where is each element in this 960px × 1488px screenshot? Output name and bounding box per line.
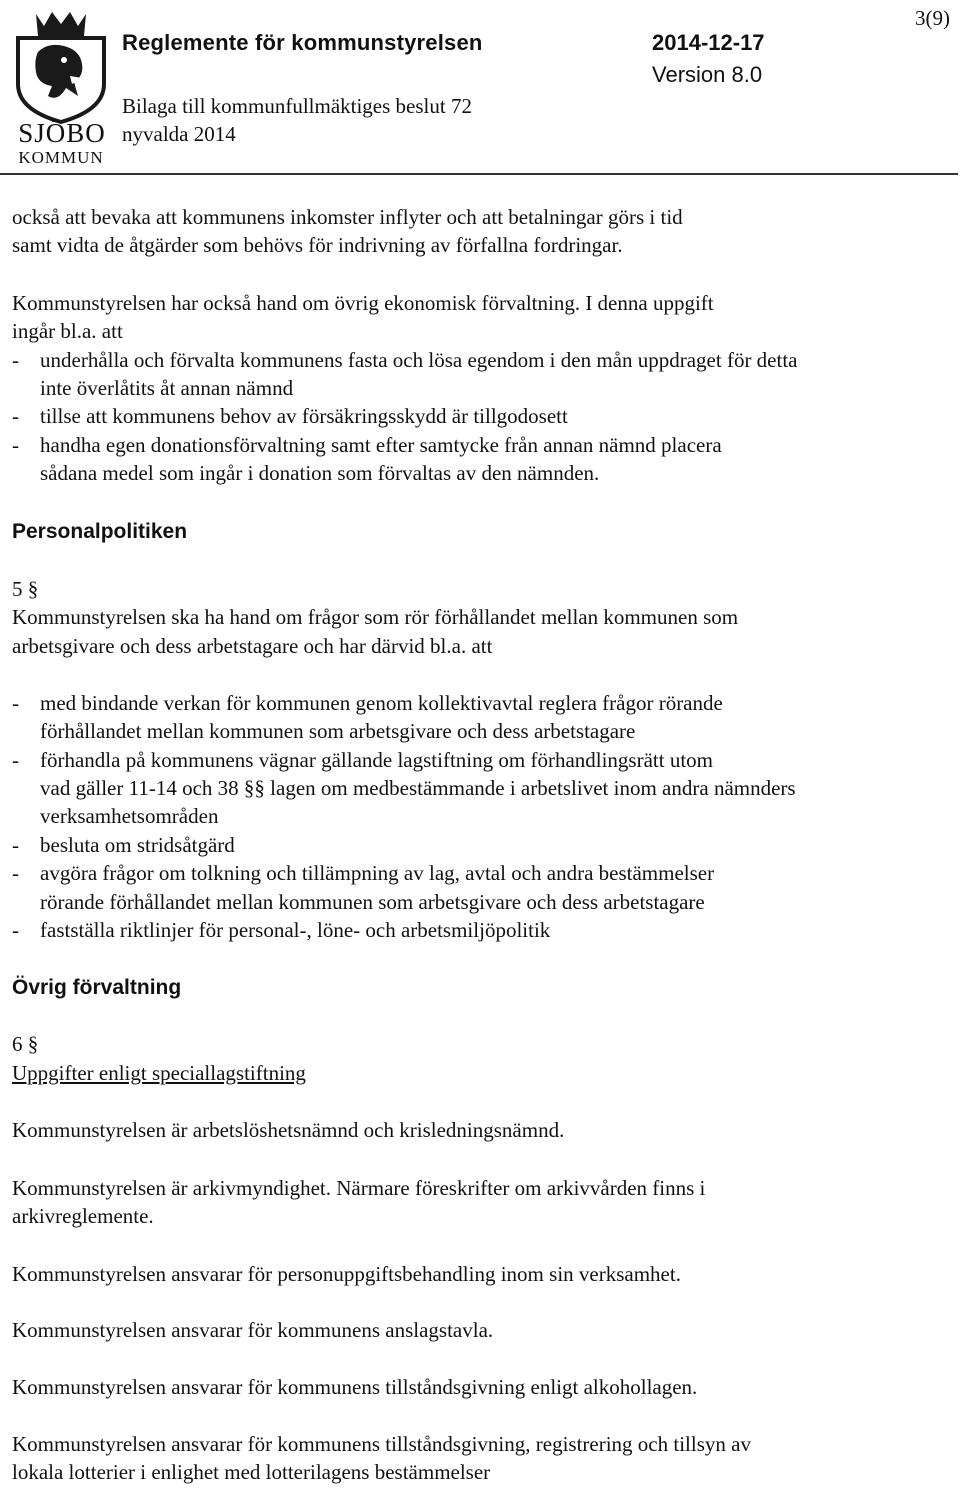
list-dash: - — [12, 748, 19, 772]
paragraph: arkivreglemente. — [12, 1204, 154, 1228]
list-item: besluta om stridsåtgärd — [40, 833, 235, 857]
header-divider — [0, 173, 958, 175]
list-item: verksamhetsområden — [40, 804, 219, 828]
intro-line: också att bevaka att kommunens inkomster inflyter och att betalningar görs i tid — [12, 205, 683, 229]
list-item: underhålla och förvalta kommunens fasta och lösa egendom i den mån uppdraget för detta — [40, 348, 798, 372]
personal-intro-line: Kommunstyrelsen ska ha hand om frågor som rör förhållandet mellan kommunen som — [12, 605, 739, 629]
header-subtitle-decision: Bilaga till kommunfullmäktiges beslut 72 — [122, 94, 472, 118]
list-dash: - — [12, 833, 19, 857]
list-item: inte överlåtits åt annan nämnd — [40, 376, 294, 400]
list-item: tillse att kommunens behov av försäkringsskydd är tillgodosett — [40, 404, 568, 428]
paragraph: Kommunstyrelsen ansvarar för personuppgiftsbehandling inom sin verksamhet. — [12, 1262, 681, 1286]
list-item: förhandla på kommunens vägnar gällande lagstiftning om förhandlingsrätt utom — [40, 748, 714, 772]
subheading-special-legislation: Uppgifter enligt speciallagstiftning — [12, 1061, 306, 1085]
paragraph: Kommunstyrelsen ansvarar för kommunens anslagstavla. — [12, 1318, 494, 1342]
section-heading-ovrig: Övrig förvaltning — [12, 976, 182, 999]
document-title: Reglemente för kommunstyrelsen — [122, 30, 483, 55]
paragraph: Kommunstyrelsen är arkivmyndighet. Närmare föreskrifter om arkivvården finns i — [12, 1176, 706, 1200]
logo-text-kommun: KOMMUN — [18, 148, 104, 167]
personal-intro-line: arbetsgivare och dess arbetstagare och har därvid bl.a. att — [12, 634, 493, 658]
sjobo-kommun-logo — [8, 6, 114, 168]
paragraph: Kommunstyrelsen är arbetslöshetsnämnd och krisledningsnämnd. — [12, 1118, 565, 1142]
list-dash: - — [12, 404, 19, 428]
logo-text-sjobo: SJÖBO — [18, 118, 106, 148]
paragraph-number: 6 § — [12, 1032, 39, 1056]
intro-line: ingår bl.a. att — [12, 319, 123, 343]
list-dash: - — [12, 433, 19, 457]
paragraph-number: 5 § — [12, 577, 39, 601]
paragraph: lokala lotterier i enlighet med lotterilagens bestämmelser — [12, 1460, 491, 1484]
intro-line: Kommunstyrelsen har också hand om övrig ekonomisk förvaltning. I denna uppgift — [12, 291, 714, 315]
list-dash: - — [12, 861, 19, 885]
list-item: fastställa riktlinjer för personal-, löne- och arbetsmiljöpolitik — [40, 918, 551, 942]
list-item: vad gäller 11-14 och 38 §§ lagen om medbestämmande i arbetslivet inom andra nämnders — [40, 776, 796, 800]
paragraph: Kommunstyrelsen ansvarar för kommunens tillståndsgivning, registrering och tillsyn av — [12, 1432, 751, 1456]
header-subtitle-elected: nyvalda 2014 — [122, 122, 236, 146]
list-item: rörande förhållandet mellan kommunen som arbetsgivare och dess arbetstagare — [40, 890, 705, 914]
list-item: handha egen donationsförvaltning samt efter samtycke från annan nämnd placera — [40, 433, 722, 457]
list-item: avgöra frågor om tolkning och tillämpning av lag, avtal och andra bestämmelser — [40, 861, 715, 885]
list-dash: - — [12, 918, 19, 942]
document-version: Version 8.0 — [652, 62, 763, 87]
list-item: med bindande verkan för kommunen genom kollektivavtal reglera frågor rörande — [40, 691, 723, 715]
list-item: förhållandet mellan kommunen som arbetsgivare och dess arbetstagare — [40, 719, 636, 743]
section-heading-personal: Personalpolitiken — [12, 520, 188, 543]
intro-line: samt vidta de åtgärder som behövs för indrivning av förfallna fordringar. — [12, 233, 623, 257]
list-item: sådana medel som ingår i donation som förvaltas av den nämnden. — [40, 461, 600, 485]
list-dash: - — [12, 691, 19, 715]
page-number: 3(9) — [915, 6, 950, 30]
paragraph: Kommunstyrelsen ansvarar för kommunens tillståndsgivning enligt alkohollagen. — [12, 1375, 698, 1399]
list-dash: - — [12, 348, 19, 372]
document-date: 2014-12-17 — [652, 30, 765, 55]
